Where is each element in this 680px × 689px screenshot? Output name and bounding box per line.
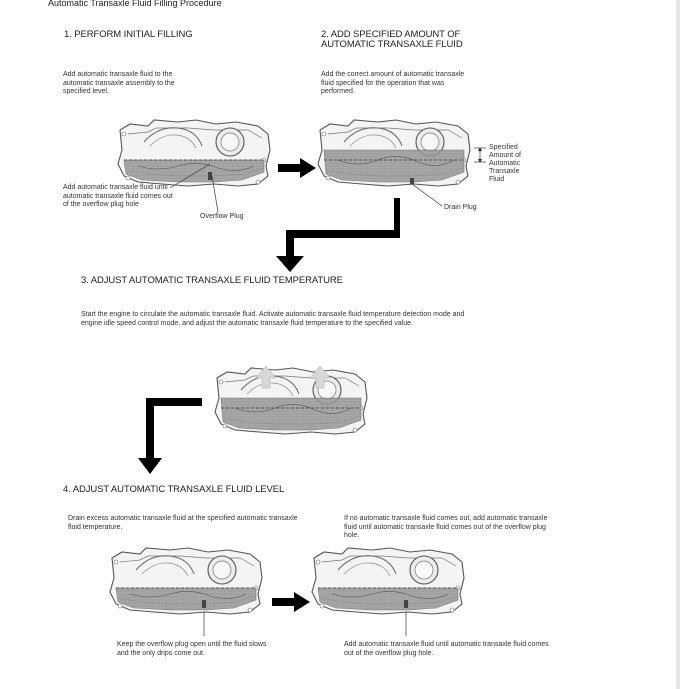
step-3-heading: 3. ADJUST AUTOMATIC TRANSAXLE FLUID TEMPERATURE bbox=[81, 275, 343, 286]
step-2-heading-line1: 2. ADD SPECIFIED AMOUNT OF bbox=[321, 29, 461, 40]
step-4-text-right: If no automatic transaxle fluid comes out, add automatic transaxle fluid until automatic transaxle fluid comes out of the overflow plug hole. bbox=[344, 515, 548, 539]
step-1-callout-fill: Add automatic transaxle fluid until automatic transaxle fluid comes out of the overflow plug hole bbox=[63, 184, 173, 208]
step-2-callout-amount-1: Specified bbox=[489, 144, 518, 151]
step-2-callout-amount-5: Fluid bbox=[489, 176, 505, 183]
step-3-text-line1: Start the engine to circulate the automatic transaxle fluid. Activate automatic transaxle fluid temperature detection mode and bbox=[81, 311, 465, 318]
step-1-text: Add automatic transaxle fluid to the automatic transaxle assembly to the specified level. bbox=[63, 71, 175, 95]
step-2-heading-line2: AUTOMATIC TRANSAXLE FLUID bbox=[321, 39, 463, 50]
step-1-heading: 1. PERFORM INITIAL FILLING bbox=[64, 29, 193, 40]
step-2-callout-amount-3: Automatic bbox=[489, 160, 521, 167]
page-title: Automatic Transaxle Fluid Filling Procedure bbox=[48, 0, 222, 8]
step-2-callout-amount-2: Amount of bbox=[489, 152, 521, 159]
step-4-text-left: Drain excess automatic transaxle fluid at the specified automatic transaxle fluid temperature. bbox=[68, 515, 298, 531]
step-1-callout-overflow-plug: Overflow Plug bbox=[200, 213, 244, 220]
step-2-text: Add the correct amount of automatic transaxle fluid specified for the operation that was performed. bbox=[321, 71, 465, 95]
step-4-caption-left: Keep the overflow plug open until the fluid slows and the only drips come out. bbox=[117, 641, 267, 657]
step-3-text-line2: engine idle speed control mode, and adjust the automatic transaxle fluid temperature to the specified value. bbox=[81, 320, 413, 327]
step-2-callout-amount-4: Transaxle bbox=[489, 168, 520, 175]
step-2-callout-drain-plug: Drain Plug bbox=[444, 204, 477, 211]
step-4-caption-right: Add automatic transaxle fluid until automatic transaxle fluid comes out of the overflow plug hole. bbox=[344, 641, 549, 657]
step-4-heading: 4. ADJUST AUTOMATIC TRANSAXLE FLUID LEVEL bbox=[63, 484, 285, 495]
